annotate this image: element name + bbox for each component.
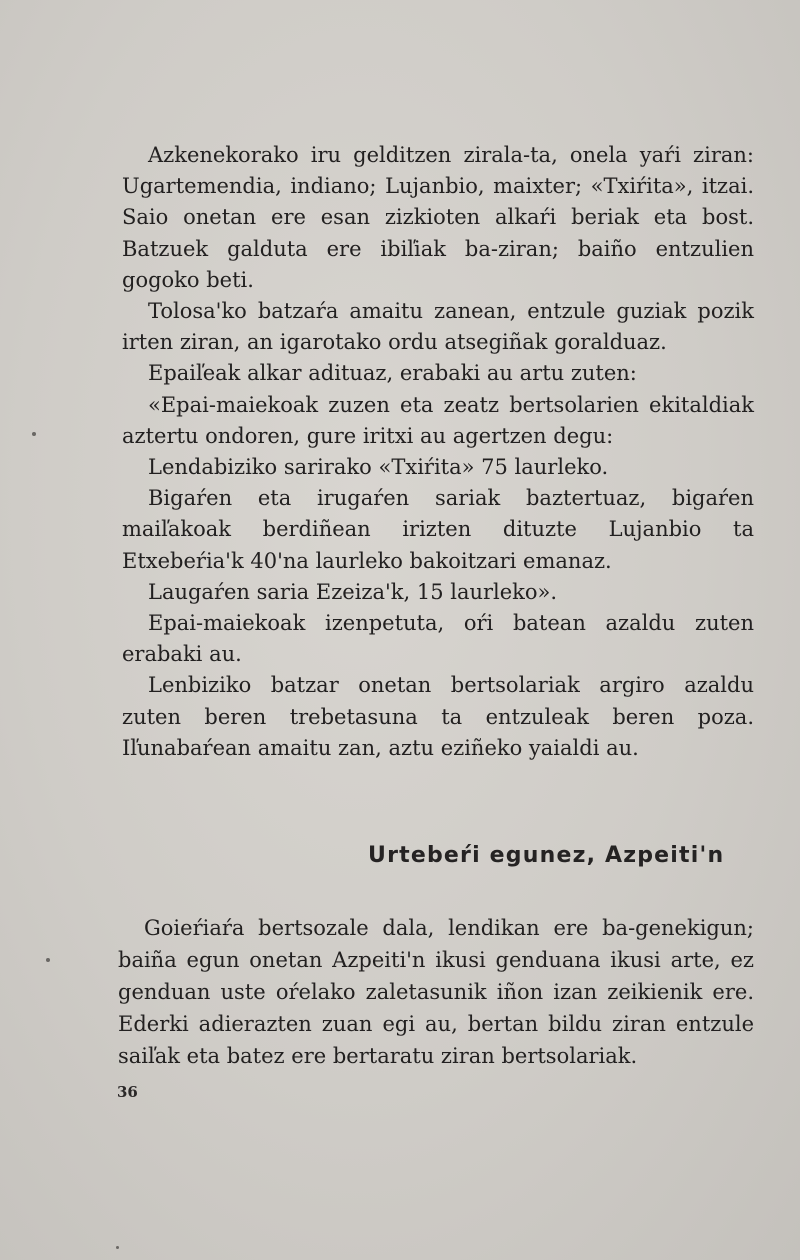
paragraph: Epai-maiekoak izenpetuta, oŕi batean azaldu zuten erabaki au. bbox=[122, 611, 754, 667]
paragraph: Tolosa'ko batzaŕa amaitu zanean, entzule guziak pozik irten ziran, an igarotako ordu atsegiñak goralduaz. bbox=[122, 299, 754, 355]
page-number: 36 bbox=[117, 1083, 138, 1101]
section-2-heading: Urtebeŕi egunez, Azpeiti'n bbox=[368, 843, 725, 868]
paragraph: Lendabiziko sarirako «Txiŕita» 75 laurleko. bbox=[148, 455, 609, 480]
paragraph: «Epai-maiekoak zuzen eta zeatz bertsolarien ekitaldiak aztertu ondoren, gure iritxi au agertzen degu: bbox=[122, 392, 754, 448]
paragraph: Epaiľeak alkar adituaz, erabaki au artu zuten: bbox=[148, 361, 637, 386]
paper-speck bbox=[116, 1246, 119, 1249]
paper-speck bbox=[46, 958, 50, 962]
paragraph: Laugaŕen saria Ezeiza'k, 15 laurleko». bbox=[148, 579, 558, 604]
section-1-body bbox=[122, 140, 754, 764]
section-2-body bbox=[118, 912, 754, 1072]
paragraph: Bigaŕen eta irugaŕen sariak baztertuaz, bigaŕen maiľakoak berdiñean irizten dituzte Lujanbio ta Etxebeŕia'k 40'na laurleko bakoitzari emanaz. bbox=[122, 486, 754, 573]
paper-speck bbox=[32, 432, 36, 436]
paragraph: Lenbiziko batzar onetan bertsolariak argiro azaldu zuten beren trebetasuna ta entzuleak beren poza. Iľunabaŕean amaitu zan, aztu eziñeko yaialdi au. bbox=[122, 673, 754, 760]
paragraph: Azkenekorako iru gelditzen zirala-ta, onela yaŕi ziran: Ugartemendia, indiano; Lujanbio, maixter; «Txiŕita», itzai. Saio onetan ere esan zizkioten alkaŕi beriak eta bost. Batzuek galduta ere ibiľiak ba-ziran; baiño entzulien gogoko beti. bbox=[122, 143, 754, 292]
paragraph: Goieŕiaŕa bertsozale dala, lendikan ere ba-genekigun; baiña egun onetan Azpeiti'n ikusi genduana ikusi arte, ez genduan uste oŕelako zaletasunik iñon izan zeikienik ere. Ederki adierazten zuan egi au, bertan bildu ziran entzule saiľak eta batez ere bertaratu ziran bertsolariak. bbox=[118, 916, 754, 1068]
